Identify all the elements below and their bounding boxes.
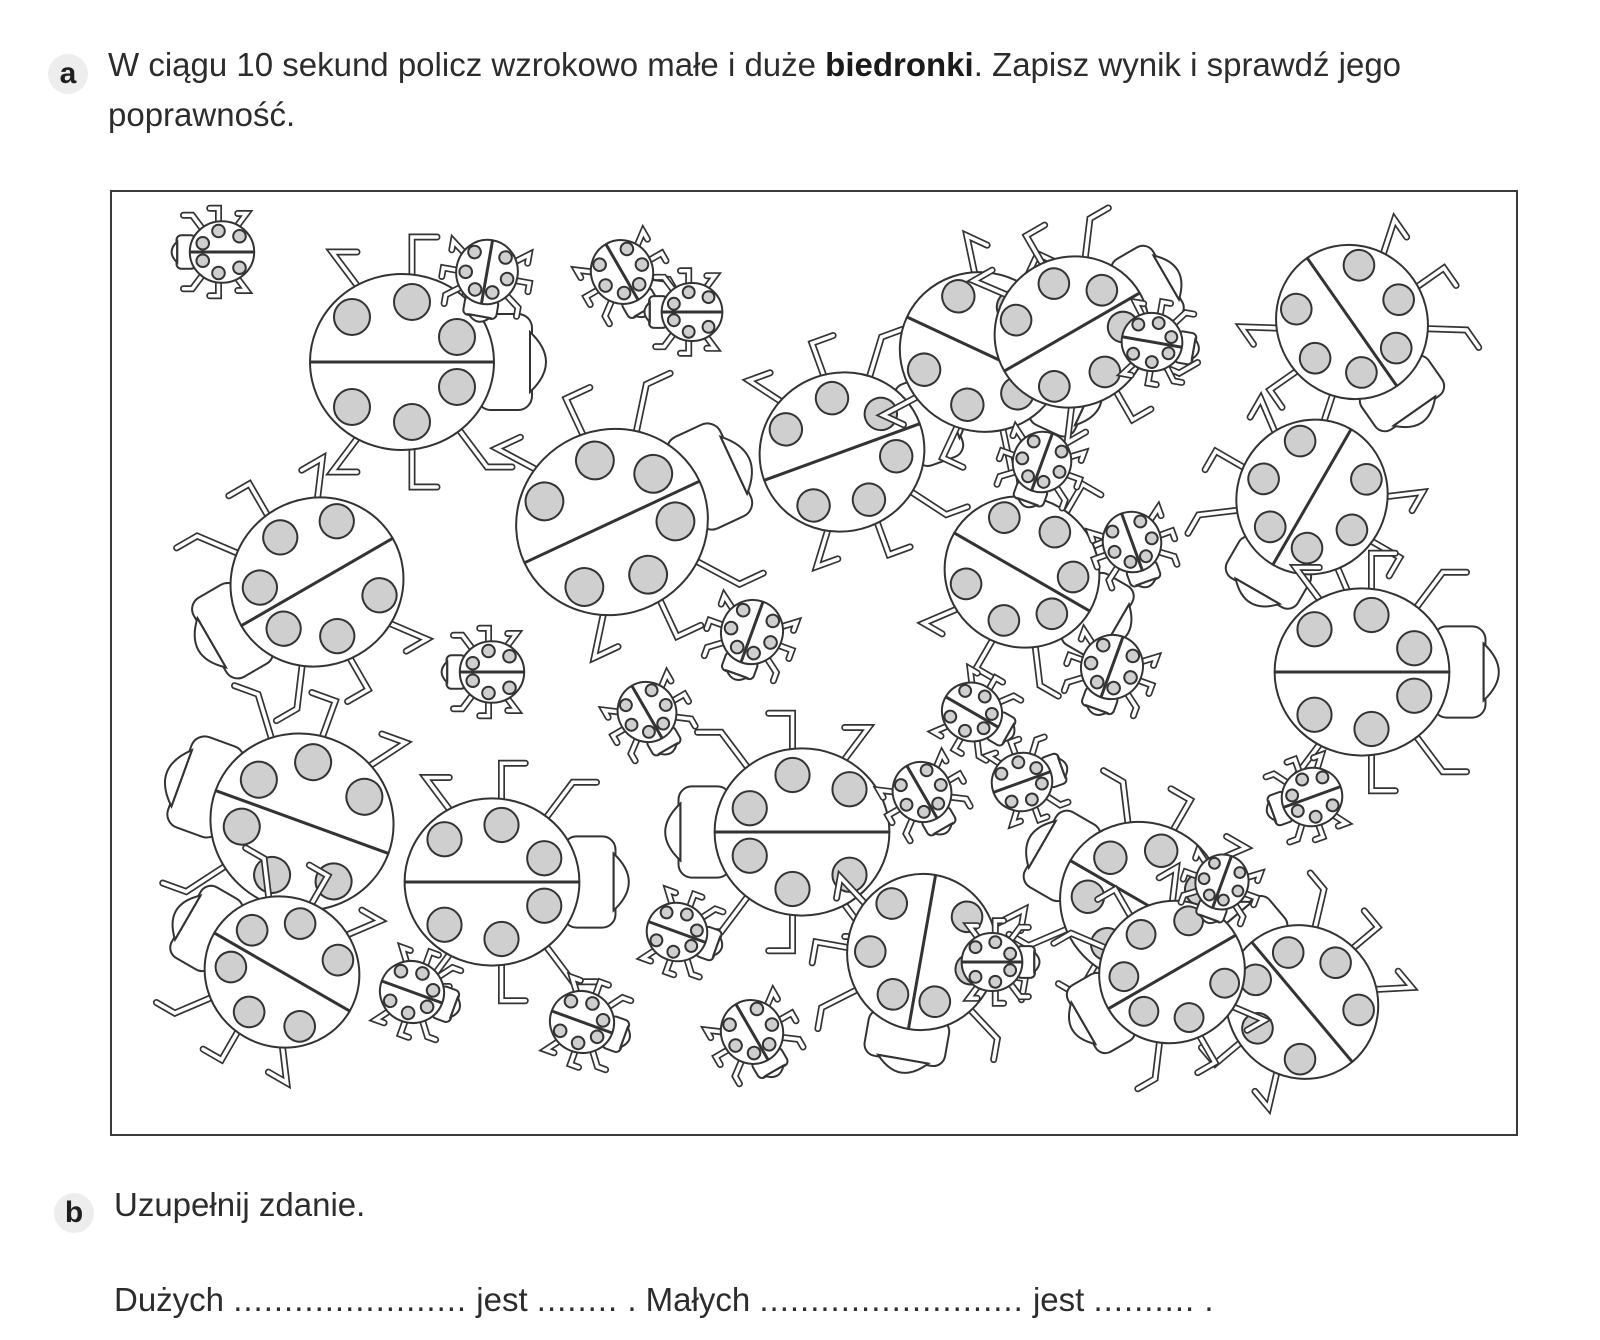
task-a-text-start: W ciągu 10 sekund policz wzrokowo małe i duże [108,46,826,83]
sentence-word-small: . Małych [627,1281,751,1318]
task-b-label: b [54,1193,94,1233]
large-ladybug [139,435,452,753]
small-ladybug [596,665,706,774]
small-ladybug [634,883,735,987]
blank-small-count[interactable]: .......................... [759,1281,1024,1318]
sentence-end: . [1204,1281,1214,1318]
task-a-text-end: . Zapisz wynik i sprawdź jego poprawność. [108,46,1402,133]
blank-large-number[interactable]: ........ [536,1281,619,1318]
small-ladybug [442,628,525,716]
task-a-label: a [48,54,88,94]
sentence-word-large: Dużych [114,1281,225,1318]
fill-in-sentence [114,1275,1214,1325]
blank-small-number[interactable]: .......... [1093,1281,1196,1318]
small-ladybug [644,271,722,354]
large-ladybug [405,763,629,1001]
ladybugs-illustration [112,192,1516,1134]
small-ladybug [694,587,804,695]
small-ladybug [698,982,815,1097]
small-ladybug [962,921,1040,1004]
task-a-bold-word: biedronki [825,46,974,83]
large-ladybug [1275,553,1499,791]
task-a-instruction [108,40,1558,140]
sentence-word-is: jest [476,1281,528,1318]
blank-large-count[interactable]: ....................... [233,1281,468,1318]
task-b-instruction: Uzupełnij zdanie. [114,1186,366,1223]
small-ladybug [537,970,645,1080]
sentence-word-is-2: jest [1032,1281,1085,1318]
small-ladybug [172,208,255,296]
ladybugs-picture [110,190,1518,1136]
